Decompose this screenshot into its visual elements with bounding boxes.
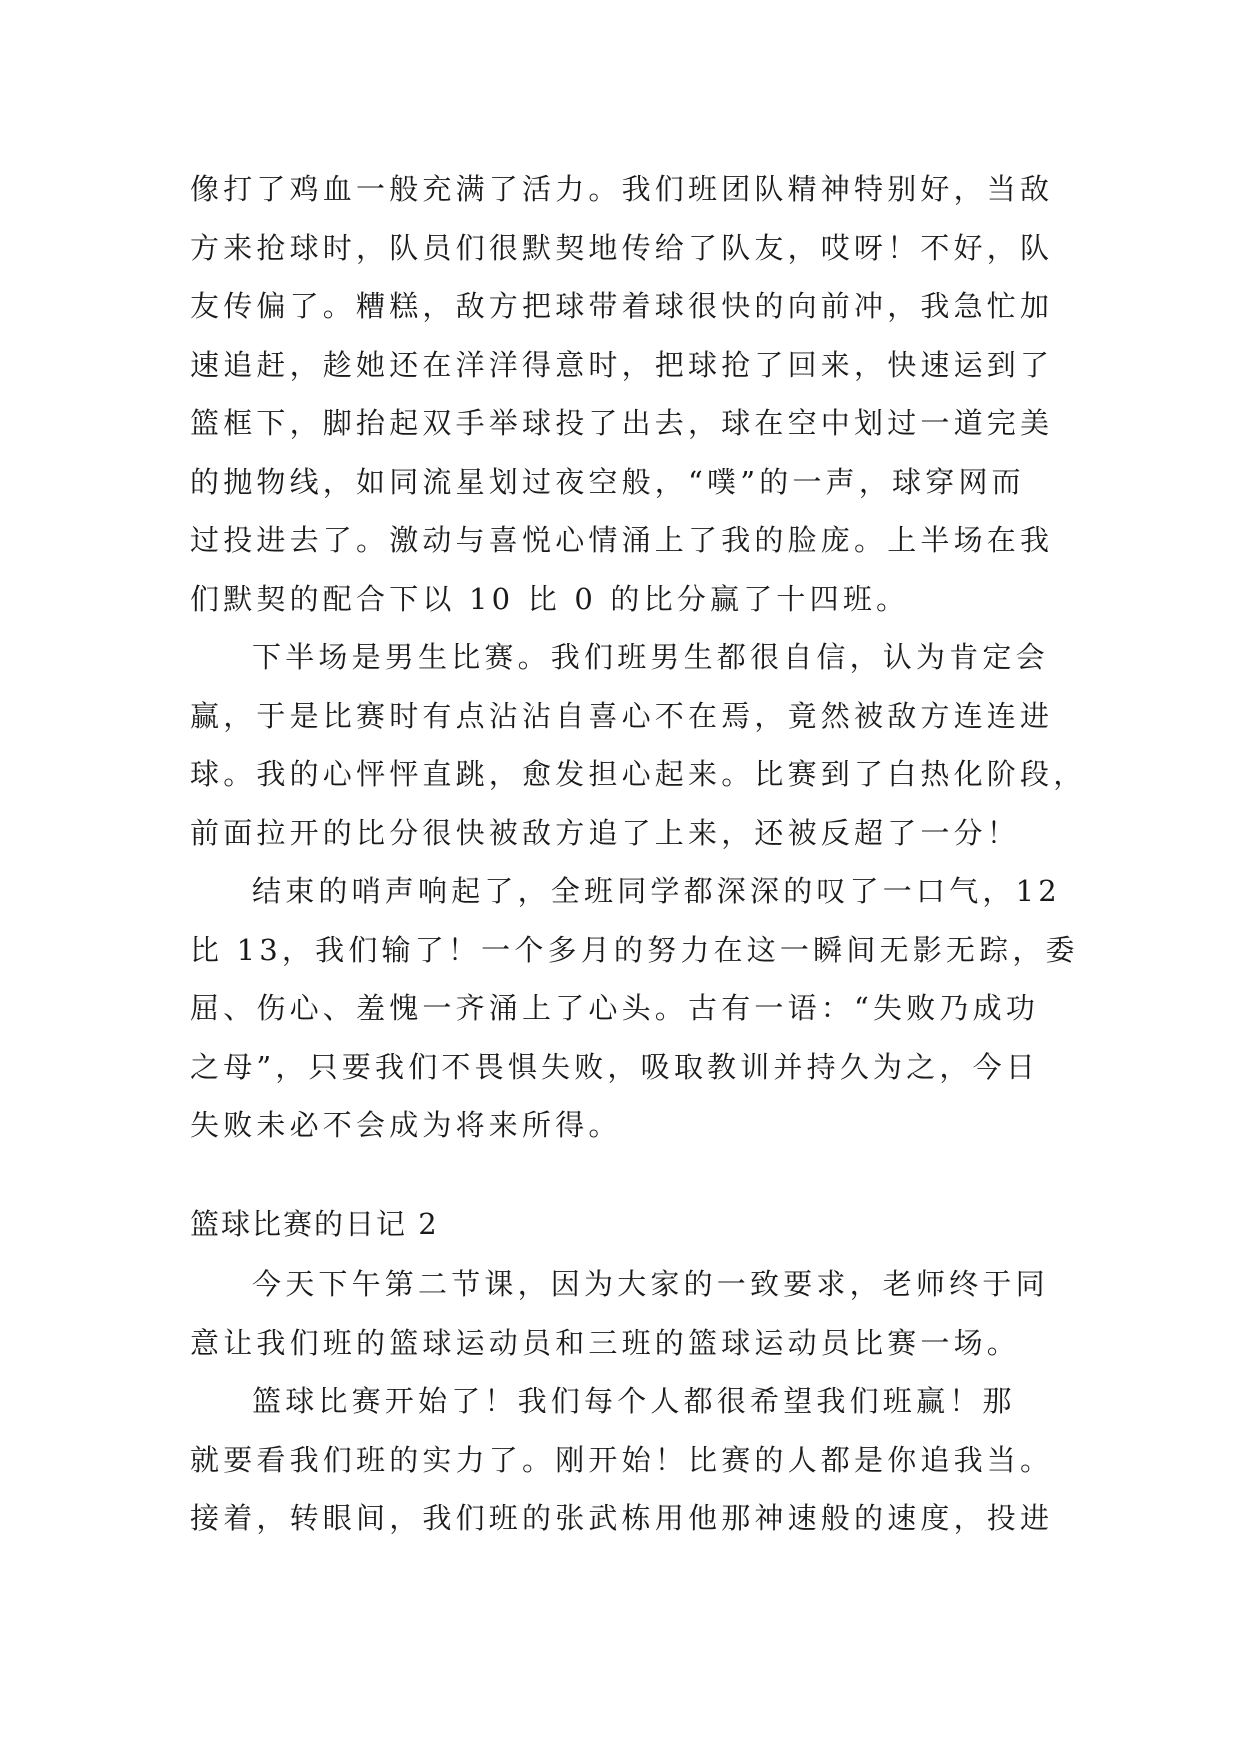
text-line: 像打了鸡血一般充满了活力。我们班团队精神特别好，当敌 [190, 172, 1054, 206]
text-line: 今天下午第二节课，因为大家的一致要求，老师终于同 [252, 1267, 1049, 1301]
text-line: 过投进去了。激动与喜悦心情涌上了我的脸庞。上半场在我 [190, 523, 1054, 557]
text-line: 们默契的配合下以 10 比 0 的比分赢了十四班。 [190, 581, 910, 616]
text-line: 之母”，只要我们不畏惧失败，吸取教训并持久为之，今日 [190, 1049, 1040, 1084]
text-line: 篮球比赛开始了！我们每个人都很希望我们班赢！那 [252, 1384, 1016, 1418]
text-line: 的抛物线，如同流星划过夜空般，“噗”的一声，球穿网而 [190, 464, 1025, 499]
text-line: 速追赶，趁她还在洋洋得意时，把球抢了回来，快速运到了 [190, 347, 1054, 382]
text-line: 结束的哨声响起了，全班同学都深深的叹了一口气，12 [252, 874, 1061, 908]
text-line: 失败未必不会成为将来所得。 [190, 1108, 622, 1142]
section-2-title: 篮球比赛的日记 2 [190, 1207, 439, 1241]
text-line: 比 13，我们输了！一个多月的努力在这一瞬间无影无踪，委 [190, 932, 1079, 967]
text-line: 篮框下，脚抬起双手举球投了出去，球在空中划过一道完美 [190, 406, 1054, 440]
text-line: 下半场是男生比赛。我们班男生都很自信，认为肯定会 [252, 640, 1049, 674]
section-1-body [190, 160, 1087, 1155]
section-2-body [190, 1255, 1070, 1548]
text-line: 赢，于是比赛时有点沾沾自喜心不在焉，竟然被敌方连连进 [190, 698, 1054, 733]
text-line: 球。我的心怦怦直跳，愈发担心起来。比赛到了白热化阶段， [190, 757, 1087, 791]
text-line: 方来抢球时，队员们很默契地传给了队友，哎呀！不好，队 [190, 230, 1054, 265]
text-line: 就要看我们班的实力了。刚开始！比赛的人都是你追我当。 [190, 1442, 1054, 1477]
text-line: 前面拉开的比分很快被敌方追了上来，还被反超了一分！ [190, 815, 1021, 850]
text-line: 接着，转眼间，我们班的张武栋用他那神速般的速度，投进 [190, 1501, 1054, 1535]
text-line: 屈、伤心、羞愧一齐涌上了心头。古有一语：“失败乃成功 [190, 991, 1040, 1025]
text-line: 意让我们班的篮球运动员和三班的篮球运动员比赛一场。 [190, 1325, 1021, 1360]
text-line: 友传偏了。糟糕，敌方把球带着球很快的向前冲，我急忙加 [190, 289, 1054, 323]
